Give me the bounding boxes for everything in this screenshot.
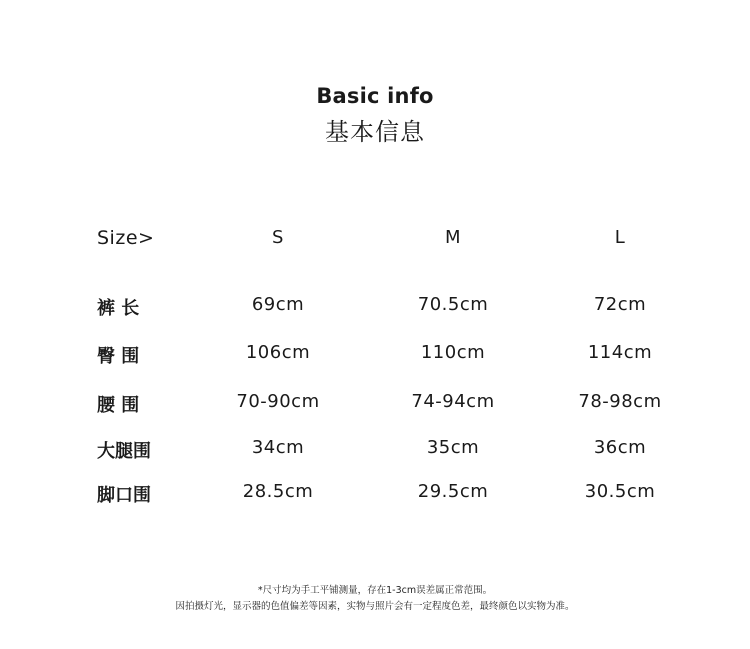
title-english: Basic info [316, 84, 434, 108]
cell-value: 35cm [426, 437, 480, 458]
cell-value: 114cm [587, 342, 653, 363]
cell-value: 78-98cm [578, 391, 662, 412]
measurement-note: *尺寸均为手工平铺测量，存在1-3cm误差属正常范围。 [257, 585, 493, 596]
cell-value: 72cm [593, 294, 647, 315]
color-disclaimer-note: 因拍摄灯光，显示器的色值偏差等因素，实物与照片会有一定程度色差，最终颜色以实物为准。 [175, 601, 575, 612]
cell-value: 34cm [251, 437, 305, 458]
row-label-thigh: 大腿围 [97, 441, 151, 462]
cell-value: 69cm [251, 294, 305, 315]
cell-value: 110cm [420, 342, 486, 363]
row-label-waist: 腰 围 [97, 395, 140, 416]
title-chinese: 基本信息 [325, 118, 425, 146]
row-label-hip: 臀 围 [97, 346, 140, 367]
row-label-length: 裤 长 [97, 298, 140, 319]
cell-value: 30.5cm [584, 481, 656, 502]
size-header-label: Size> [97, 227, 155, 249]
size-column-l: L [614, 227, 626, 248]
cell-value: 106cm [245, 342, 311, 363]
cell-value: 28.5cm [242, 481, 314, 502]
size-column-s: S [272, 227, 284, 248]
cell-value: 74-94cm [411, 391, 495, 412]
cell-value: 36cm [593, 437, 647, 458]
cell-value: 70-90cm [236, 391, 320, 412]
size-column-m: M [444, 227, 462, 248]
cell-value: 29.5cm [417, 481, 489, 502]
row-label-leg-opening: 脚口围 [97, 485, 151, 506]
cell-value: 70.5cm [417, 294, 489, 315]
